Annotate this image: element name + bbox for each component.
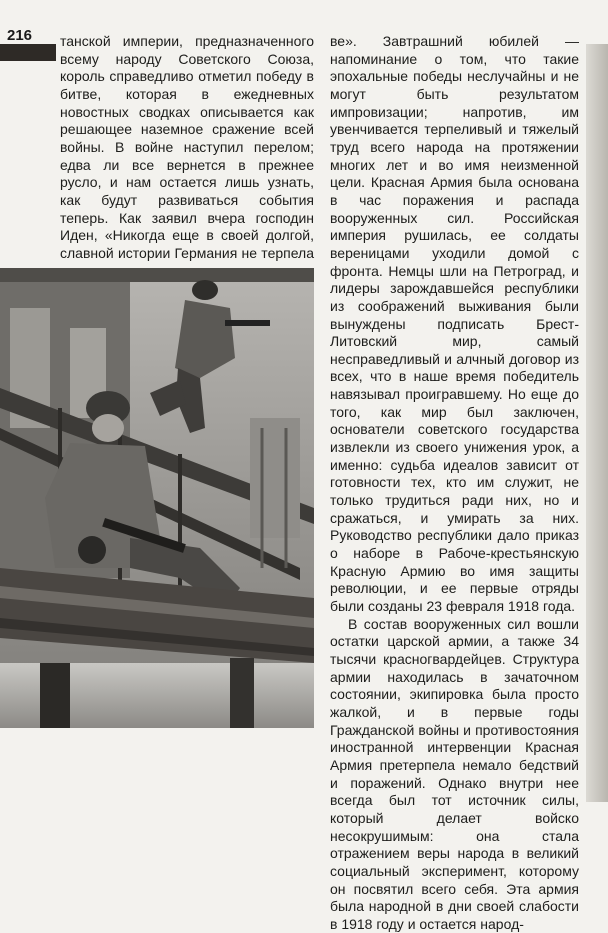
right-column-paragraph-1: ве». Завтрашний юбилей — напоминание о том, что такие эпохальные победы неслучайны и не могут быть результатом импровизации; напротив, им увенчивается терпеливый и тяжелый труд всего народа на протяжении многих лет и во имя неизменной цели. Красная Армия была основана в час поражения и распада вооруженных сил. Российская империя рушилась, ее солдаты вереницами уходили домой с фронта. Немцы шли на Петроград, и лидеры зарождавшейся республики из соображений выживания были вынуждены подписать Брест-Литовский мир, самый несправедливый и алчный договор из всех, что в наше время победитель навязывал проигравшему. Но еще до того, как мир был заключен, основатели советского государства извлекли из своего унижения урок, а именно: судьба идеалов зависит от готовности тех, кто им служит, не только трудиться ради них, но и сражаться, и умирать за них. Руководство республики дало приказ о наборе в Рабоче-крестьянскую Красную Армию во имя защиты революции, и ее первые отряды были созданы 23 февраля 1918 года. [330,33,579,614]
page-number: 216 [7,27,33,44]
right-text-column [330,33,579,933]
war-photograph [0,268,314,728]
soldiers-photo-illustration [0,268,314,728]
right-column-paragraph-2: В состав вооруженных сил вошли остатки царской армии, а также 34 тысячи красногвардейцев. Структура армии находилась в зачаточном состоянии, экипировка была просто жалкой, и в первые годы Гражданской войны и противостояния иностранной интервенции Красная Армия претерпела немало бедствий и поражений. Однако внутри нее всегда был тот источник силы, который делает войско несокрушимым: она стала отражением веры народа в великий социальный эксперимент, которому он посвятил всего себя. Эта армия была народной в дни своей слабости в 1918 году и остается народ- [330,615,579,932]
page-number-bar [0,44,56,61]
left-column-text: танской империи, предназначенного всему народу Советского Союза, король справедливо отметил победу в битве, которая в ежедневных новостных сводках описывается как решающее наземное сражение всей войны. В войне наступил перелом; едва ли все вернется в прежнее русло, и нам остается лишь узнать, как будут развиваться события теперь. Как заявил вчера господин Иден, «Никогда еще в своей долгой, славной истории Германия не терпела [60,33,314,261]
page-edge-strip [586,44,608,802]
